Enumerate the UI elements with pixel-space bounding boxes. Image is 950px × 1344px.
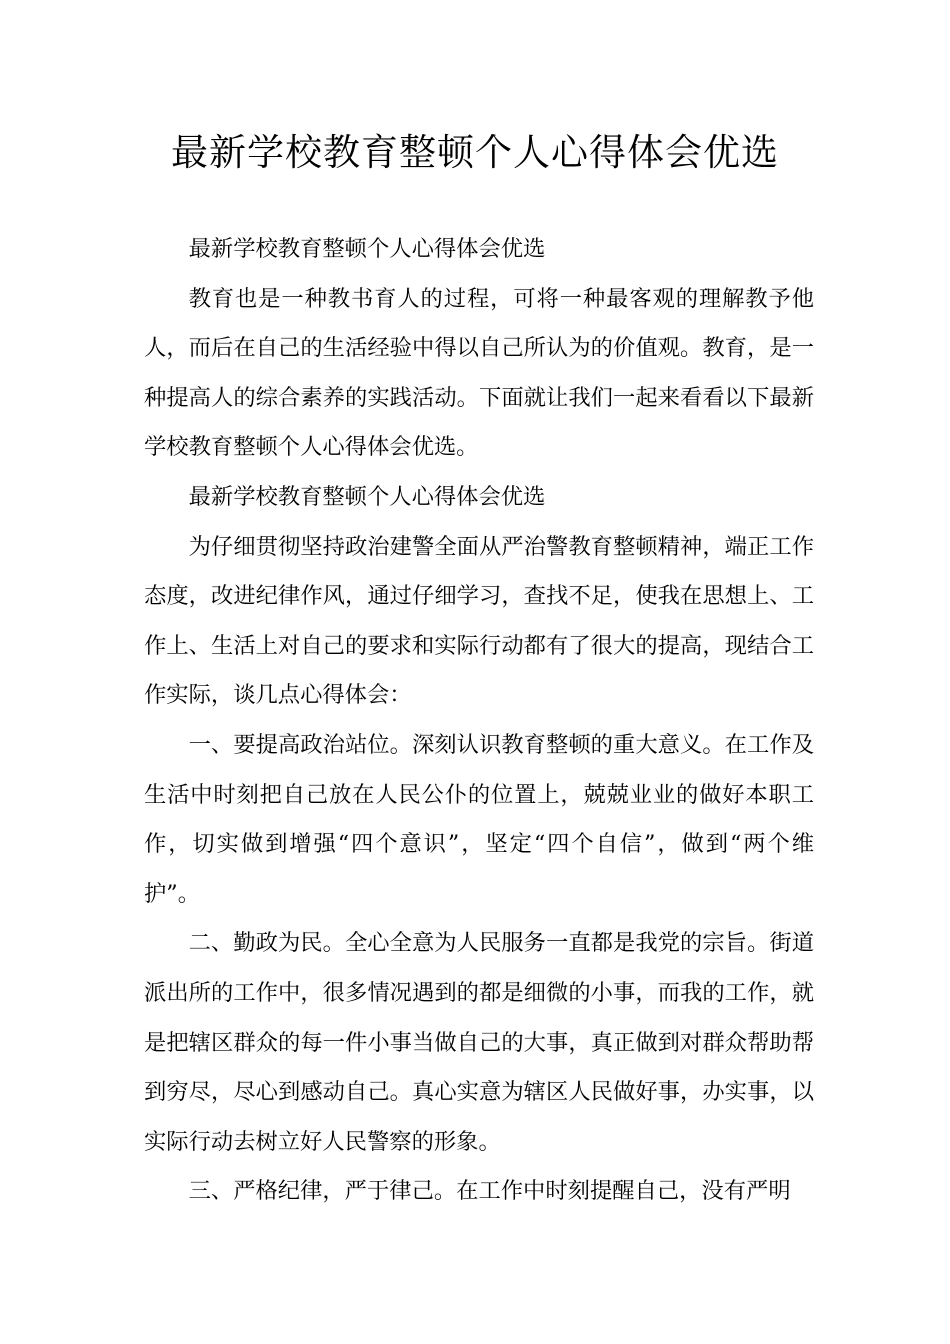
paragraph-point-three: 三、严格纪律，严于律己。在工作中时刻提醒自己，没有严明 (188, 1178, 791, 1205)
paragraph-intro: 教育也是一种教书育人的过程，可将一种最客观的理解教予他人，而后在自己的生活经验中得以自己所认为的价值观。教育，是一种提高人的综合素养的实践活动。下面就让我们一起来看看以下最新学校教育整顿个人心得体会优选。 (144, 285, 814, 461)
paragraph-purpose: 为仔细贯彻坚持政治建警全面从严治警教育整顿精神，端正工作态度，改进纪律作风，通过仔细学习，查找不足，使我在思想上、工作上、生活上对自己的要求和实际行动都有了很大的提高，现结合工作实际，谈几点心得体会： (144, 533, 814, 709)
paragraph-point-one: 一、要提高政治站位。深刻认识教育整顿的重大意义。在工作及生活中时刻把自己放在人民公仆的位置上，兢兢业业的做好本职工作，切实做到增强“四个意识”，坚定“四个自信”，做到“两个维护”。 (144, 731, 814, 907)
document-title: 最新学校教育整顿个人心得体会优选 (171, 131, 779, 174)
paragraph-subtitle: 最新学校教育整顿个人心得体会优选 (188, 236, 546, 262)
document-body (144, 225, 814, 1217)
paragraph-point-two: 二、勤政为民。全心全意为人民服务一直都是我党的宗旨。街道派出所的工作中，很多情况遇到的都是细微的小事，而我的工作，就是把辖区群众的每一件小事当做自己的大事，真正做到对群众帮助帮到穷尽，尽心到感动自己。真心实意为辖区人民做好事，办实事，以实际行动去树立好人民警察的形象。 (144, 930, 814, 1155)
paragraph-subtitle-repeat: 最新学校教育整顿个人心得体会优选 (188, 483, 546, 510)
